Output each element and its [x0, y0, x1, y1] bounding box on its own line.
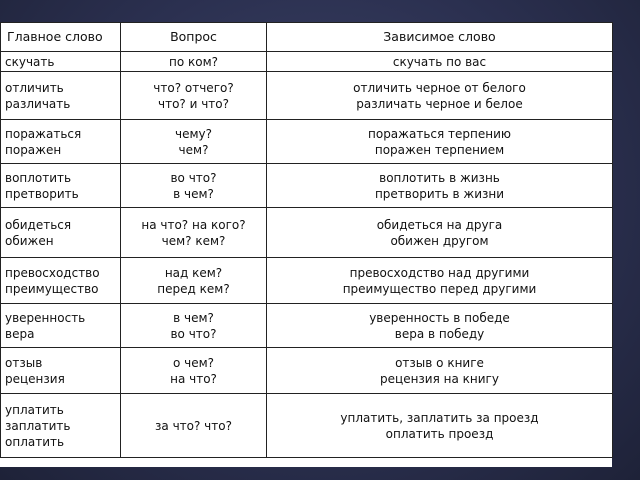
header-row	[1, 23, 613, 52]
question-cell	[121, 394, 267, 458]
cell-line: преимущество	[5, 281, 99, 296]
dependent-word-cell	[267, 164, 613, 208]
dependent-word-cell	[267, 394, 613, 458]
dependent-word-cell	[267, 52, 613, 72]
cell-line: претворить	[5, 186, 79, 201]
cell-line: превосходство над другими	[349, 265, 530, 280]
cell-line: оплатить проезд	[385, 426, 494, 441]
cell-line: чему?	[175, 126, 212, 141]
cell-line: поражен терпением	[374, 142, 505, 157]
cell-line: за что? что?	[155, 418, 232, 433]
cell-line: на что?	[170, 371, 217, 386]
cell-line: перед кем?	[157, 281, 230, 296]
dependent-word-cell	[267, 120, 613, 164]
dependent-word-cell	[267, 208, 613, 258]
cell-line: в чем?	[173, 310, 214, 325]
dependent-word-cell	[267, 304, 613, 348]
table-row	[1, 304, 613, 348]
cell-line: уверенность	[5, 310, 86, 325]
cell-line: рецензия	[5, 371, 65, 386]
table-row	[1, 52, 613, 72]
dependent-word-cell	[267, 348, 613, 394]
table-row	[1, 258, 613, 304]
cell-line: преимущество перед другими	[342, 281, 537, 296]
main-word-cell	[1, 208, 121, 258]
cell-line: скучать по вас	[392, 54, 487, 69]
cell-line: над кем?	[164, 265, 223, 280]
question-cell	[121, 72, 267, 120]
dependent-word-cell	[267, 258, 613, 304]
header-question: Вопрос	[121, 23, 267, 52]
main-word-cell	[1, 394, 121, 458]
question-cell	[121, 208, 267, 258]
cell-line: отзыв	[5, 355, 43, 370]
table-row	[1, 394, 613, 458]
cell-line: что? и что?	[157, 96, 229, 111]
cell-line: скучать	[5, 54, 55, 69]
cell-line: претворить в жизни	[374, 186, 505, 201]
table-row	[1, 208, 613, 258]
cell-line: обидеться на друга	[376, 217, 503, 232]
cell-line: превосходство	[5, 265, 100, 280]
cell-line: рецензия на книгу	[380, 371, 499, 386]
question-cell	[121, 52, 267, 72]
table-row	[1, 120, 613, 164]
cell-line: вера	[5, 326, 35, 341]
cell-line: поражен	[5, 142, 62, 157]
cell-line: вера в победу	[394, 326, 485, 341]
question-cell	[121, 120, 267, 164]
main-word-cell	[1, 52, 121, 72]
cell-line: чем?	[178, 142, 209, 157]
table-row	[1, 348, 613, 394]
slide-sheet	[0, 22, 612, 467]
cell-line: во что?	[170, 326, 217, 341]
question-cell	[121, 348, 267, 394]
cell-line: уплатить, заплатить за проезд	[340, 410, 539, 425]
cell-line: отзыв о книге	[395, 355, 484, 370]
question-cell	[121, 258, 267, 304]
main-word-cell	[1, 164, 121, 208]
cell-line: по ком?	[168, 54, 218, 69]
main-word-cell	[1, 304, 121, 348]
cell-line: заплатить	[5, 418, 71, 433]
header-dependent-word: Зависимое слово	[267, 23, 613, 52]
header-main-word: Главное слово	[1, 23, 121, 52]
question-cell	[121, 164, 267, 208]
cell-line: поражаться	[5, 126, 82, 141]
cell-line: воплотить в жизнь	[379, 170, 500, 185]
cell-line: оплатить	[5, 434, 65, 449]
table-row	[1, 164, 613, 208]
main-word-cell	[1, 348, 121, 394]
question-cell	[121, 304, 267, 348]
cell-line: обидеться	[5, 217, 72, 232]
cell-line: обижен	[5, 233, 54, 248]
table-row	[1, 72, 613, 120]
cell-line: на что? на кого?	[141, 217, 246, 232]
cell-line: обижен другом	[390, 233, 489, 248]
table-body	[1, 52, 613, 458]
cell-line: отличить черное от белого	[353, 80, 526, 95]
cell-line: воплотить	[5, 170, 72, 185]
cell-line: уплатить	[5, 402, 64, 417]
cell-line: отличить	[5, 80, 64, 95]
cell-line: в чем?	[173, 186, 214, 201]
main-word-cell	[1, 72, 121, 120]
cell-line: о чем?	[172, 355, 215, 370]
cell-line: различать черное и белое	[356, 96, 523, 111]
cell-line: во что?	[170, 170, 217, 185]
dependent-word-cell	[267, 72, 613, 120]
cell-line: различать	[5, 96, 71, 111]
main-word-cell	[1, 120, 121, 164]
cell-line: уверенность в победе	[369, 310, 510, 325]
word-table	[0, 22, 613, 458]
cell-line: что? отчего?	[153, 80, 234, 95]
cell-line: поражаться терпению	[368, 126, 511, 141]
main-word-cell	[1, 258, 121, 304]
cell-line: чем? кем?	[161, 233, 226, 248]
